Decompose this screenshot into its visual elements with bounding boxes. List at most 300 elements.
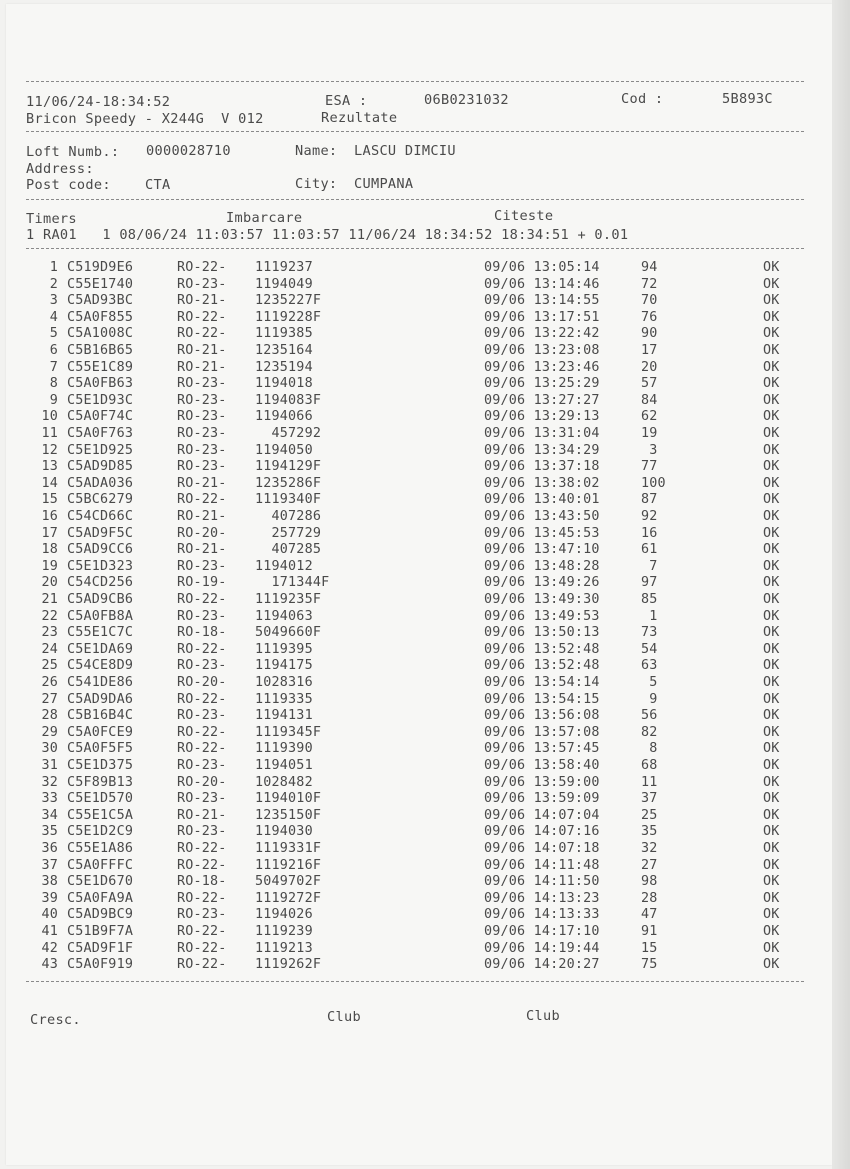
ring-chip: C5A0F74C [67,409,134,425]
ring-id: 1119213 [255,940,313,956]
esa-label: ESA : [325,93,368,109]
ring-chip: C51B9F7A [67,924,134,939]
position: 9 [641,691,658,707]
position: 57 [641,376,658,392]
ring-code: RO-19- [177,575,227,591]
status: OK [763,475,780,491]
arrival-time: 09/06 14:11:50 [484,874,600,890]
result-row [0,941,850,958]
status: OK [763,957,780,973]
row-number: 18 [41,542,58,558]
status: OK [763,774,780,790]
result-row [0,509,850,526]
result-row [0,360,850,377]
arrival-time: 09/06 13:45:53 [484,525,600,541]
ring-chip: C55E1740 [67,276,134,292]
ring-chip: C54CD256 [67,575,134,591]
status: OK [763,924,780,939]
result-row [0,675,850,692]
ring-id: 1194010F [255,791,322,807]
arrival-time: 09/06 14:13:33 [484,907,600,923]
position: 73 [641,625,658,641]
position: 8 [641,741,658,757]
arrival-time: 09/06 13:52:48 [484,641,600,657]
ring-chip: C5A0FB8A [67,608,134,624]
row-number: 33 [41,791,58,807]
ring-chip: C5A0F5F5 [67,741,134,757]
ring-chip: C5AD9F1F [67,940,134,956]
row-number: 31 [41,758,58,773]
result-row [0,791,850,808]
ring-code: RO-21- [177,542,227,558]
ring-id: 1119390 [255,741,313,757]
result-row [0,741,850,758]
ring-code: RO-23- [177,758,227,773]
ring-code: RO-22- [177,691,227,707]
row-number: 23 [41,625,58,641]
arrival-time: 09/06 13:54:15 [484,691,600,707]
result-row [0,443,850,460]
name-value: LASCU DIMCIU [354,143,456,159]
result-row [0,708,850,725]
result-row [0,277,850,294]
row-number: 6 [49,343,58,358]
position: 11 [641,774,658,790]
status: OK [763,409,780,425]
result-row [0,592,850,609]
status: OK [763,890,780,906]
ring-chip: C5AD9DA6 [67,691,134,707]
position: 15 [641,940,658,956]
ring-code: RO-22- [177,724,227,740]
row-number: 15 [41,492,58,508]
row-number: 36 [41,841,58,856]
arrival-time: 09/06 13:29:13 [484,409,600,425]
arrival-time: 09/06 14:07:16 [484,824,600,840]
arrival-time: 09/06 13:27:27 [484,392,600,408]
ring-id: 1119331F [255,841,322,856]
ring-id: 407286 [255,509,322,524]
status: OK [763,708,780,724]
row-number: 27 [41,691,58,707]
position: 32 [641,841,658,856]
row-number: 41 [41,924,58,939]
status: OK [763,907,780,923]
position: 27 [641,857,658,873]
ring-code: RO-21- [177,293,227,309]
row-number: 9 [49,392,58,408]
row-number: 26 [41,675,58,690]
ring-id: 1194018 [255,376,313,392]
status: OK [763,741,780,757]
status: OK [763,392,780,408]
ring-id: 1235164 [255,343,313,358]
ring-id: 1194012 [255,558,313,574]
citeste-label: Citeste [494,208,554,224]
ring-code: RO-23- [177,392,227,408]
postcode-label: Post code: [26,177,111,193]
arrival-time: 09/06 13:38:02 [484,475,600,491]
cod-label: Cod : [621,91,664,107]
address-label: Address: [26,161,94,177]
ring-chip: C5AD9CB6 [67,592,134,607]
arrival-time: 09/06 13:49:53 [484,608,600,624]
ring-id: 1235194 [255,359,313,375]
ring-chip: C5B16B65 [67,343,134,358]
row-number: 43 [41,957,58,973]
ring-id: 1119272F [255,890,322,906]
ring-code: RO-23- [177,426,227,441]
ring-code: RO-23- [177,824,227,840]
status: OK [763,309,780,325]
row-number: 32 [41,774,58,790]
result-row [0,824,850,841]
result-row [0,310,850,327]
ring-id: 1194030 [255,824,313,840]
ring-id: 171344F [255,575,330,591]
status: OK [763,841,780,856]
position: 7 [641,558,658,574]
status: OK [763,857,780,873]
ring-id: 457292 [255,426,322,441]
ring-code: RO-23- [177,791,227,807]
ring-code: RO-20- [177,774,227,790]
separator-loft [26,199,804,200]
row-number: 8 [49,376,58,392]
row-number: 28 [41,708,58,724]
result-row [0,542,850,559]
position: 87 [641,492,658,508]
status: OK [763,492,780,508]
position: 84 [641,392,658,408]
status: OK [763,326,780,342]
ring-code: RO-22- [177,741,227,757]
position: 1 [641,608,658,624]
arrival-time: 09/06 14:07:04 [484,807,600,823]
ring-code: RO-22- [177,940,227,956]
position: 98 [641,874,658,890]
position: 16 [641,525,658,541]
position: 85 [641,592,658,607]
result-row [0,326,850,343]
position: 47 [641,907,658,923]
result-row [0,907,850,924]
imbarcare-label: Imbarcare [226,210,303,226]
arrival-time: 09/06 13:43:50 [484,509,600,524]
ring-chip: C5A1008C [67,326,134,342]
timer-line: 1 RA01 1 08/06/24 11:03:57 11:03:57 11/06/24 18:34:52 18:34:51 + 0.01 [26,227,629,243]
timers-label: Timers [26,211,77,227]
status: OK [763,641,780,657]
ring-chip: C5E1D925 [67,442,134,458]
position: 54 [641,641,658,657]
arrival-time: 09/06 14:19:44 [484,940,600,956]
result-row [0,343,850,360]
ring-code: RO-23- [177,409,227,425]
arrival-time: 09/06 14:11:48 [484,857,600,873]
ring-chip: C5AD9D85 [67,459,134,475]
ring-id: 1119385 [255,326,313,342]
status: OK [763,558,780,574]
ring-id: 1119345F [255,724,322,740]
result-row [0,775,850,792]
ring-chip: C5A0F855 [67,309,134,325]
ring-code: RO-23- [177,459,227,475]
row-number: 24 [41,641,58,657]
arrival-time: 09/06 13:52:48 [484,658,600,674]
status: OK [763,658,780,674]
row-number: 20 [41,575,58,591]
ring-code: RO-22- [177,326,227,342]
row-number: 13 [41,459,58,475]
ring-code: RO-18- [177,625,227,641]
position: 19 [641,426,658,441]
ring-id: 1194175 [255,658,313,674]
position: 90 [641,326,658,342]
arrival-time: 09/06 13:22:42 [484,326,600,342]
position: 63 [641,658,658,674]
ring-chip: C5AD9F5C [67,525,134,541]
status: OK [763,442,780,458]
ring-id: 5049660F [255,625,322,641]
ring-code: RO-22- [177,857,227,873]
ring-code: RO-22- [177,492,227,508]
row-number: 5 [49,326,58,342]
result-row [0,725,850,742]
ring-id: 1119237 [255,260,313,275]
position: 75 [641,957,658,973]
ring-code: RO-21- [177,807,227,823]
result-row [0,559,850,576]
position: 97 [641,575,658,591]
ring-code: RO-23- [177,442,227,458]
arrival-time: 09/06 14:13:23 [484,890,600,906]
arrival-time: 09/06 13:58:40 [484,758,600,773]
separator-bottom [26,981,804,982]
ring-chip: C5AD9BC9 [67,907,134,923]
arrival-time: 09/06 13:59:00 [484,774,600,790]
arrival-time: 09/06 13:23:46 [484,359,600,375]
ring-id: 1028316 [255,675,313,690]
status: OK [763,459,780,475]
ring-id: 1235227F [255,293,322,309]
status: OK [763,343,780,358]
position: 17 [641,343,658,358]
position: 56 [641,708,658,724]
row-number: 39 [41,890,58,906]
row-number: 7 [49,359,58,375]
ring-id: 1194049 [255,276,313,292]
status: OK [763,525,780,541]
result-row [0,924,850,941]
result-row [0,293,850,310]
loft-numb-value: 0000028710 [146,143,231,159]
row-number: 1 [49,260,58,275]
club-label-2: Club [526,1008,560,1024]
position: 61 [641,542,658,558]
row-number: 40 [41,907,58,923]
ring-id: 1119216F [255,857,322,873]
status: OK [763,542,780,558]
separator-top [26,81,804,82]
status: OK [763,758,780,773]
result-row [0,642,850,659]
arrival-time: 09/06 13:23:08 [484,343,600,358]
ring-code: RO-22- [177,890,227,906]
position: 25 [641,807,658,823]
row-number: 30 [41,741,58,757]
loft-numb-label: Loft Numb.: [26,144,120,160]
row-number: 12 [41,442,58,458]
status: OK [763,940,780,956]
ring-id: 1119395 [255,641,313,657]
arrival-time: 09/06 13:57:08 [484,724,600,740]
ring-chip: C5A0FA9A [67,890,134,906]
result-row [0,260,850,277]
position: 76 [641,309,658,325]
result-row [0,492,850,509]
result-row [0,575,850,592]
ring-code: RO-21- [177,359,227,375]
ring-id: 1194050 [255,442,313,458]
position: 91 [641,924,658,939]
ring-id: 407285 [255,542,322,558]
result-row [0,808,850,825]
arrival-time: 09/06 13:37:18 [484,459,600,475]
status: OK [763,293,780,309]
position: 37 [641,791,658,807]
status: OK [763,791,780,807]
ring-chip: C55E1C7C [67,625,134,641]
ring-code: RO-22- [177,957,227,973]
status: OK [763,807,780,823]
arrival-time: 09/06 13:31:04 [484,426,600,441]
ring-chip: C519D9E6 [67,260,134,275]
status: OK [763,625,780,641]
ring-id: 1028482 [255,774,313,790]
ring-code: RO-22- [177,260,227,275]
row-number: 38 [41,874,58,890]
ring-chip: C5AD93BC [67,293,134,309]
position: 72 [641,276,658,292]
cod-value: 5B893C [722,91,773,107]
ring-chip: C55E1A86 [67,841,134,856]
ring-chip: C5A0FFFC [67,857,134,873]
ring-chip: C55E1C5A [67,807,134,823]
position: 5 [641,675,658,690]
ring-id: 1235286F [255,475,322,491]
arrival-time: 09/06 13:40:01 [484,492,600,508]
arrival-time: 09/06 13:05:14 [484,260,600,275]
result-row [0,376,850,393]
ring-id: 257729 [255,525,322,541]
arrival-time: 09/06 13:47:10 [484,542,600,558]
arrival-time: 09/06 13:49:26 [484,575,600,591]
ring-id: 1194063 [255,608,313,624]
arrival-time: 09/06 13:59:09 [484,791,600,807]
ring-chip: C54CE8D9 [67,658,134,674]
ring-chip: C5E1D323 [67,558,134,574]
ring-code: RO-22- [177,592,227,607]
row-number: 16 [41,509,58,524]
arrival-time: 09/06 13:54:14 [484,675,600,690]
result-row [0,609,850,626]
row-number: 22 [41,608,58,624]
ring-chip: C54CD66C [67,509,134,524]
status: OK [763,675,780,690]
result-row [0,409,850,426]
ring-code: RO-21- [177,475,227,491]
ring-code: RO-22- [177,641,227,657]
ring-code: RO-23- [177,558,227,574]
position: 77 [641,459,658,475]
ring-chip: C5BC6279 [67,492,134,508]
result-row [0,476,850,493]
status: OK [763,592,780,607]
result-row [0,874,850,891]
name-label: Name: [295,143,338,159]
ring-chip: C5B16B4C [67,708,134,724]
row-number: 4 [49,309,58,325]
ring-code: RO-22- [177,309,227,325]
ring-chip: C541DE86 [67,675,134,690]
ring-code: RO-22- [177,841,227,856]
status: OK [763,260,780,275]
row-number: 29 [41,724,58,740]
position: 20 [641,359,658,375]
ring-code: RO-22- [177,924,227,939]
position: 100 [641,475,666,491]
ring-id: 1119235F [255,592,322,607]
position: 70 [641,293,658,309]
status: OK [763,824,780,840]
status: OK [763,426,780,441]
result-row [0,658,850,675]
ring-id: 1194129F [255,459,322,475]
arrival-time: 09/06 14:17:10 [484,924,600,939]
status: OK [763,359,780,375]
ring-code: RO-23- [177,708,227,724]
cresc-label: Cresc. [30,1012,81,1028]
result-row [0,459,850,476]
row-number: 10 [41,409,58,425]
ring-code: RO-23- [177,658,227,674]
club-label-1: Club [327,1009,361,1025]
status: OK [763,874,780,890]
row-number: 42 [41,940,58,956]
arrival-time: 09/06 13:50:13 [484,625,600,641]
ring-id: 1119228F [255,309,322,325]
postcode-value: CTA [145,177,171,193]
ring-id: 1119239 [255,924,313,939]
result-row [0,957,850,974]
ring-chip: C5ADA036 [67,475,134,491]
row-number: 14 [41,475,58,491]
row-number: 19 [41,558,58,574]
ring-chip: C5F89B13 [67,774,134,790]
city-value: CUMPANA [354,176,414,192]
row-number: 3 [49,293,58,309]
ring-id: 1194051 [255,758,313,773]
position: 94 [641,260,658,275]
row-number: 25 [41,658,58,674]
ring-id: 1119340F [255,492,322,508]
ring-id: 1119335 [255,691,313,707]
ring-code: RO-20- [177,525,227,541]
ring-chip: C5A0F763 [67,426,134,441]
row-number: 17 [41,525,58,541]
position: 28 [641,890,658,906]
